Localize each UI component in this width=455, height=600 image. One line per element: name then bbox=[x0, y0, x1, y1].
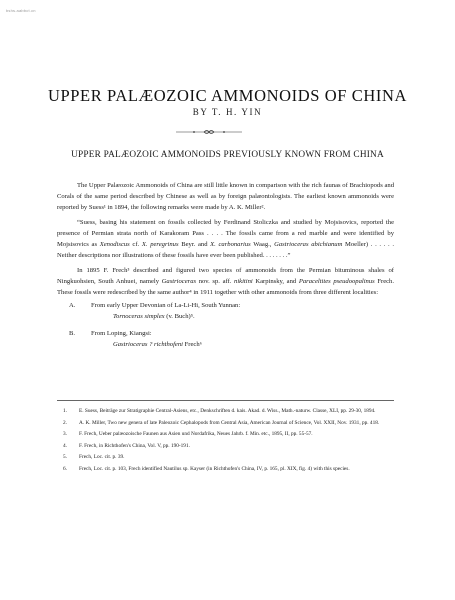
taxon-name: X. peregrinus bbox=[141, 241, 179, 248]
locality-b bbox=[57, 328, 394, 350]
locality-text: From Loping, Kiangsi: bbox=[91, 330, 152, 337]
taxon-name: Paraceltites pseudoopalinus bbox=[298, 278, 375, 285]
footnote bbox=[57, 419, 394, 428]
species-name: Tornoceras simplex bbox=[113, 313, 165, 320]
locality-letter: B. bbox=[69, 330, 76, 337]
footnote-text: A. K. Miller, Two new genera of late Paleozoic Cephalopods from Central Asia, American Journal of Science, Vol. XXII, Nov. 1931, pp. 418. bbox=[79, 419, 380, 426]
footnote-text: E. Suess, Beiträge zur Stratigraphie Central-Asiens, etc., Denkschriften d. kais. Akad. d. Wiss., Math.-naturw. Classe, XLI, pp. 29-30, 1894. bbox=[79, 408, 376, 414]
footnote-number: 6. bbox=[63, 465, 67, 472]
footnotes bbox=[57, 407, 394, 474]
footnote-number: 4. bbox=[63, 442, 67, 449]
intro-paragraph: The Upper Palæozoic Ammonoids of China are still little known in comparison with the rich faunas of Brachiopods and Corals of the same period described by Chinese as well as by foreign palæontologists. The earliest known ammonoids were reported by Suess¹ in 1894, the following remarks were made by A. K. Miller². bbox=[57, 182, 394, 211]
taxon-name: X. carbonarius bbox=[210, 241, 251, 248]
quotation-paragraph bbox=[57, 217, 394, 261]
text-run: Moeller) . . . . . . Neither descriptions nor illustrations of these fossils have ever been published. . . . . . . .” bbox=[57, 241, 394, 259]
locality-a bbox=[57, 300, 394, 322]
footnote-number: 2. bbox=[63, 419, 67, 426]
footnote bbox=[57, 407, 394, 416]
text-run: cf. bbox=[129, 241, 142, 248]
footnote-number: 3. bbox=[63, 431, 67, 438]
taxon-name: Gastrioceras bbox=[161, 278, 197, 285]
taxon-name: nikitini bbox=[234, 278, 253, 285]
text-run: Beyr. and bbox=[178, 241, 211, 248]
footnote-text: Frech, Loc. cit. p. 103, Frech identified Nautilus sp. Kayser (in Richthofen's China, IV, p. 165, pl. XIX, fig. 4) with this species. bbox=[79, 465, 350, 472]
footnote-number: 1. bbox=[63, 408, 67, 414]
species-name: Gastrioceras ? richthofeni bbox=[113, 341, 183, 348]
taxon-name: Xenodiscus bbox=[99, 241, 130, 248]
main-text bbox=[57, 180, 394, 350]
species-author: (v. Buch)⁵. bbox=[164, 313, 195, 320]
author-byline: BY T. H. YIN bbox=[192, 107, 263, 117]
text-run: Frech. These fossils were redescribed by the same author⁴ in 1911 together with other ammonoids from three different localities: bbox=[57, 278, 395, 296]
watermark: bshs.aabbct.cn bbox=[6, 8, 36, 13]
locality-letter: A. bbox=[69, 302, 76, 309]
footnote-number: 5. bbox=[63, 454, 67, 461]
text-run: Waag., bbox=[250, 241, 275, 248]
footnote bbox=[57, 430, 394, 439]
footnote-text: F. Frech, in Richthofen's China, Vol. V, pp. 190-191. bbox=[79, 442, 190, 449]
taxon-name: abichianum bbox=[311, 241, 343, 248]
page-title: UPPER PALÆOZOIC AMMONOIDS OF CHINA bbox=[47, 86, 407, 105]
taxon-name: Gastrioceras bbox=[274, 241, 309, 248]
text-run: “Suess, basing his statement on fossils collected by Ferdinand Stoliczka and studied by Mojsisovics, reported the presence of Permian strata north of Karakoram Pass . . . . The fossils came from a red marble and were identified by Mojsisovics as bbox=[57, 219, 394, 248]
footnote-text: Frech, Loc. cit. p. 39. bbox=[79, 454, 125, 461]
footnote-divider bbox=[57, 400, 394, 401]
text-run: Karpinsky, and bbox=[252, 278, 299, 285]
species-author: Frech⁶ bbox=[182, 341, 202, 348]
text-run: nov. sp. aff. bbox=[196, 278, 235, 285]
footnote bbox=[57, 442, 394, 451]
section-heading: UPPER PALÆOZOIC AMMONOIDS PREVIOUSLY KNOWN FROM CHINA bbox=[71, 150, 384, 160]
footnote bbox=[57, 465, 394, 474]
divider-ornament bbox=[174, 128, 244, 136]
text-run: In 1895 F. Frech³ described and figured two species of ammonoids from the Permian bituminous shales of Ningkuohsien, South Anhuei, namely bbox=[57, 267, 394, 285]
footnote bbox=[57, 453, 394, 462]
footnote-text: F. Frech, Ueber palæozoische Faunen aus Asien und Nordafrika, Neues Jahrb. f. Min. etc., 1895, II, pp. 55-57. bbox=[79, 431, 313, 438]
locality-text: From early Upper Devonian of La-Li-Hi, South Yunnan: bbox=[91, 302, 241, 309]
frech-paragraph bbox=[57, 265, 394, 298]
